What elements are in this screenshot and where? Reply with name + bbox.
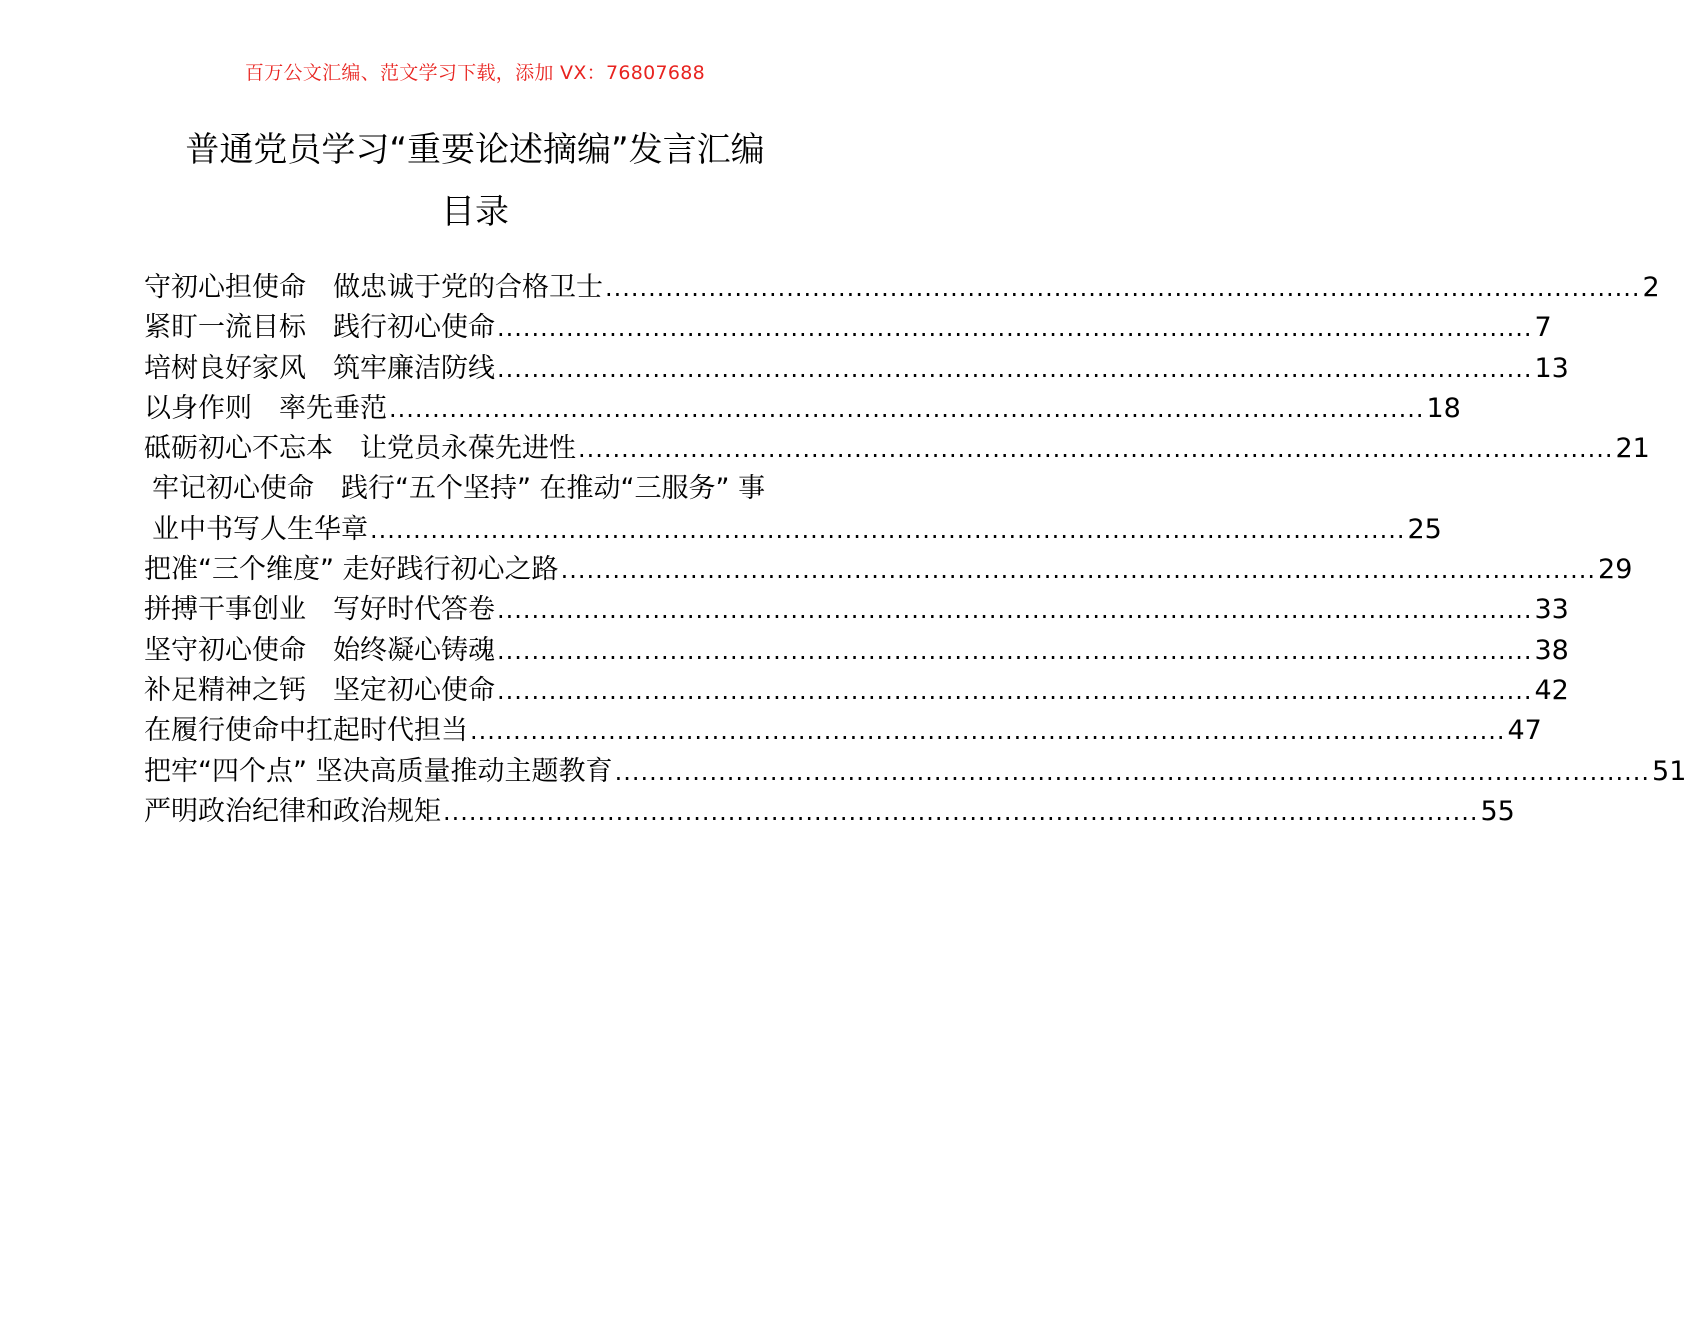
toc-entry[interactable] bbox=[144, 631, 1569, 671]
toc-entry[interactable] bbox=[144, 711, 1542, 751]
toc-entry-title: 坚守初心使命 始终凝心铸魂 bbox=[144, 634, 495, 666]
toc-entry-page: 29 bbox=[1598, 554, 1633, 586]
toc-leader-dots: ........................................................................................................................ bbox=[470, 717, 1506, 746]
toc-entry[interactable] bbox=[144, 550, 1633, 590]
toc-entry-page: 18 bbox=[1426, 392, 1461, 424]
toc-entry-page: 33 bbox=[1534, 594, 1569, 626]
toc-entry-title: 守初心担使命 做忠诚于党的合格卫士 bbox=[144, 272, 603, 303]
toc-entry[interactable] bbox=[144, 671, 1569, 711]
toc-leader-dots: ........................................................................................................................ bbox=[389, 394, 1425, 423]
toc-entry-page: 21 bbox=[1615, 433, 1650, 465]
toc-entry[interactable] bbox=[144, 308, 1552, 348]
toc-entry-page: 47 bbox=[1507, 715, 1542, 747]
toc-entry[interactable] bbox=[144, 469, 1442, 550]
toc-entry[interactable] bbox=[144, 268, 1660, 308]
toc-entry[interactable] bbox=[144, 389, 1461, 429]
toc-entry-page: 2 bbox=[1642, 272, 1660, 303]
table-of-contents bbox=[144, 268, 1686, 832]
toc-heading: 目录 bbox=[441, 192, 509, 232]
toc-entry-page: 25 bbox=[1407, 513, 1442, 545]
toc-entry[interactable] bbox=[144, 590, 1569, 630]
toc-leader-dots: ........................................................................................................................ bbox=[370, 515, 1406, 544]
toc-leader-dots: ........................................................................................................................ bbox=[614, 757, 1651, 786]
toc-leader-dots: ........................................................................................................................ bbox=[605, 274, 1641, 302]
toc-entry-title: 把准“三个维度” 走好践行初心之路 bbox=[144, 554, 559, 586]
toc-entry-title: 补足精神之钙 坚定初心使命 bbox=[144, 674, 495, 706]
toc-entry-page: 42 bbox=[1534, 674, 1569, 706]
toc-leader-dots: ........................................................................................................................ bbox=[497, 636, 1533, 665]
toc-entry-title: 把牢“四个点” 坚决高质量推动主题教育 bbox=[144, 755, 613, 787]
toc-leader-dots: ........................................................................................................................ bbox=[497, 676, 1533, 705]
toc-entry-title: 紧盯一流目标 践行初心使命 bbox=[144, 312, 495, 344]
toc-entry-title: 培树良好家风 筑牢廉洁防线 bbox=[144, 352, 495, 384]
toc-entry-page: 13 bbox=[1534, 352, 1569, 384]
toc-entry-title: 拼搏干事创业 写好时代答卷 bbox=[144, 594, 495, 626]
toc-entry-title-line1: 牢记初心使命 践行“五个坚持” 在推动“三服务” 事 bbox=[152, 473, 766, 505]
document-title: 普通党员学习“重要论述摘编”发言汇编 bbox=[185, 130, 765, 170]
toc-entry[interactable] bbox=[144, 349, 1569, 389]
toc-entry[interactable] bbox=[144, 792, 1515, 832]
toc-leader-dots: ........................................................................................................................ bbox=[497, 314, 1533, 343]
toc-entry-title: 砥砺初心不忘本 让党员永葆先进性 bbox=[144, 433, 576, 465]
toc-leader-dots: ........................................................................................................................ bbox=[578, 435, 1614, 464]
toc-entry-title: 以身作则 率先垂范 bbox=[144, 392, 387, 424]
toc-entry-title: 在履行使命中扛起时代担当 bbox=[144, 715, 468, 747]
toc-entry-page: 55 bbox=[1480, 795, 1515, 827]
toc-leader-dots: ........................................................................................................................ bbox=[560, 556, 1597, 585]
toc-entry-page: 7 bbox=[1534, 312, 1552, 344]
toc-leader-dots: ........................................................................................................................ bbox=[443, 797, 1479, 826]
toc-entry-page: 51 bbox=[1652, 755, 1686, 787]
toc-entry[interactable] bbox=[144, 752, 1686, 792]
toc-entry[interactable] bbox=[144, 429, 1650, 469]
toc-entry-page: 38 bbox=[1534, 634, 1569, 666]
toc-entry-title-line2: 业中书写人生华章 bbox=[152, 513, 368, 545]
toc-entry-title: 严明政治纪律和政治规矩 bbox=[144, 795, 441, 827]
toc-leader-dots: ........................................................................................................................ bbox=[497, 354, 1533, 383]
toc-leader-dots: ........................................................................................................................ bbox=[497, 596, 1533, 625]
header-note: 百万公文汇编、范文学习下载，添加 VX：76807688 bbox=[244, 62, 706, 84]
